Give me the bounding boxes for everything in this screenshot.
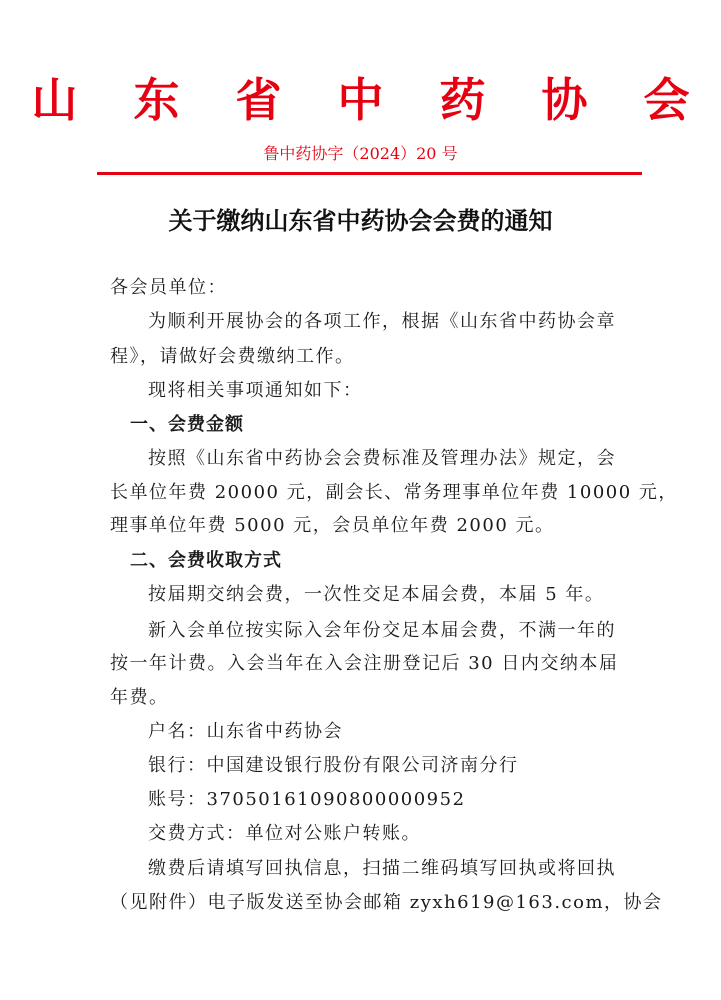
red-divider bbox=[97, 172, 642, 175]
notice-title: 关于缴纳山东省中药协会会费的通知 bbox=[168, 207, 553, 235]
bank-name: 银行：中国建设银行股份有限公司济南分行 bbox=[148, 755, 519, 776]
salutation: 各会员单位： bbox=[110, 277, 227, 298]
paragraph-line: 新入会单位按实际入会年份交足本届会费，不满一年的 bbox=[148, 620, 616, 641]
intro-line: 程》，请做好会费缴纳工作。 bbox=[110, 346, 355, 367]
paragraph-line: 按照《山东省中药协会会费标准及管理办法》规定，会 bbox=[148, 448, 616, 469]
letterhead-org-name: 山 东 省 中 药 协 会 bbox=[31, 73, 710, 127]
account-name: 户名：山东省中药协会 bbox=[148, 721, 343, 742]
paragraph-line: 按一年计费。入会当年在入会注册登记后 30 日内交纳本届 bbox=[110, 653, 619, 674]
paragraph-line: （见附件）电子版发送至协会邮箱 zyxh619@163.com，协会 bbox=[110, 892, 663, 913]
document-number: 鲁中药协字（2024）20 号 bbox=[263, 144, 458, 163]
section-heading-fee-amount: 一、会费金额 bbox=[130, 414, 244, 435]
paragraph-line: 按届期交纳会费，一次性交足本届会费，本届 5 年。 bbox=[148, 584, 605, 605]
section-heading-fee-collection: 二、会费收取方式 bbox=[130, 550, 282, 571]
intro-line: 为顺利开展协会的各项工作，根据《山东省中药协会章 bbox=[148, 311, 616, 332]
account-number: 账号：37050161090800000952 bbox=[148, 789, 466, 810]
intro-line: 现将相关事项通知如下： bbox=[148, 380, 363, 401]
paragraph-line: 年费。 bbox=[110, 687, 169, 708]
payment-method: 交费方式：单位对公账户转账。 bbox=[148, 823, 421, 844]
paragraph-line: 缴费后请填写回执信息，扫描二维码填写回执或将回执 bbox=[148, 858, 616, 879]
paragraph-line: 理事单位年费 5000 元，会员单位年费 2000 元。 bbox=[110, 515, 555, 536]
paragraph-line: 长单位年费 20000 元，副会长、常务理事单位年费 10000 元， bbox=[110, 482, 678, 503]
